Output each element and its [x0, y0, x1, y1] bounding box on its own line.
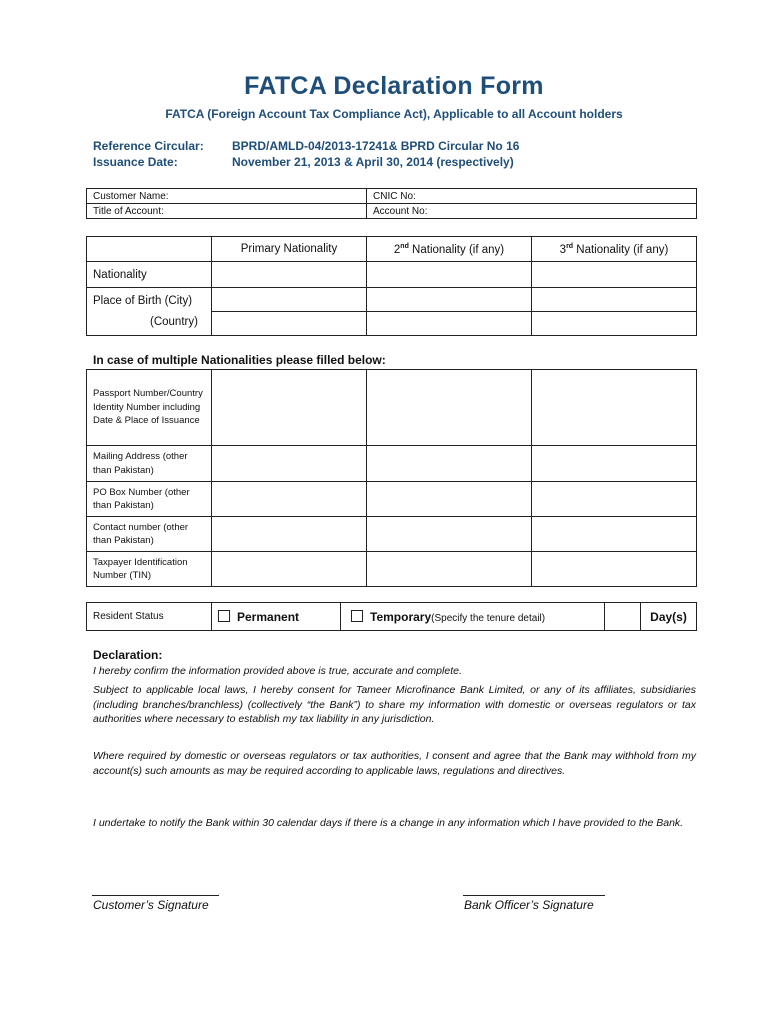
passport-third-cell[interactable]	[532, 370, 697, 446]
issuance-date-line	[93, 155, 514, 169]
mailing-third-cell[interactable]	[532, 446, 697, 482]
birth-city-label: Place of Birth (City)	[93, 294, 193, 307]
po-box-primary-cell[interactable]	[212, 482, 367, 517]
po-box-second-cell[interactable]	[367, 482, 532, 517]
days-label: Day(s)	[641, 603, 697, 631]
declaration-paragraph-3: Where required by domestic or overseas regulators or tax authorities, I consent and agree that the Bank may withhold from my account(s) such amounts as may be required according to applicable laws, regulations and directives.	[93, 750, 696, 777]
reference-circular-value: BPRD/AMLD-04/2013-17241& BPRD Circular No 16	[232, 139, 520, 153]
reference-circular-line	[93, 139, 519, 153]
tin-third-cell[interactable]	[532, 552, 697, 587]
account-title-field[interactable]	[87, 204, 367, 219]
temporary-note: (Specify the tenure detail)	[431, 612, 546, 624]
resident-status-table	[86, 602, 697, 631]
third-birth-country-cell[interactable]	[532, 312, 697, 336]
passport-primary-cell[interactable]	[212, 370, 367, 446]
declaration-heading: Declaration:	[93, 648, 163, 662]
cnic-field[interactable]	[367, 189, 697, 204]
multiple-nationalities-heading: In case of multiple Nationalities please filled below:	[93, 353, 386, 367]
contact-primary-cell[interactable]	[212, 517, 367, 552]
customer-signature-label: Customer’s Signature	[93, 898, 209, 912]
mailing-second-cell[interactable]	[367, 446, 532, 482]
second-birth-country-cell[interactable]	[367, 312, 532, 336]
primary-nationality-cell[interactable]	[212, 262, 367, 288]
permanent-checkbox[interactable]	[218, 610, 230, 622]
permanent-option[interactable]	[212, 603, 341, 631]
second-nationality-cell[interactable]	[367, 262, 532, 288]
cnic-label: CNIC No:	[373, 190, 416, 202]
birth-country-label: (Country)	[150, 315, 198, 328]
customer-name-label: Customer Name:	[93, 190, 169, 202]
col-third-nationality: 3rd Nationality (if any)	[532, 237, 697, 262]
nationality-table	[86, 236, 697, 336]
bank-officer-signature-label: Bank Officer’s Signature	[464, 898, 594, 912]
issuance-date-value: November 21, 2013 & April 30, 2014 (respectively)	[232, 155, 514, 169]
resident-status-label: Resident Status	[87, 603, 212, 631]
multiple-nationalities-table	[86, 369, 697, 587]
col-second-nationality: 2nd Nationality (if any)	[367, 237, 532, 262]
row-place-of-birth-label	[87, 288, 212, 336]
days-input-cell[interactable]	[605, 603, 641, 631]
contact-third-cell[interactable]	[532, 517, 697, 552]
primary-birth-country-cell[interactable]	[212, 312, 367, 336]
tin-second-cell[interactable]	[367, 552, 532, 587]
temporary-option[interactable]	[341, 603, 605, 631]
issuance-date-label: Issuance Date:	[93, 155, 178, 169]
second-birth-city-cell[interactable]	[367, 288, 532, 312]
form-subtitle: FATCA (Foreign Account Tax Compliance Act), Applicable to all Account holders	[165, 107, 623, 121]
row-mailing-address-label: Mailing Address (other than Pakistan)	[87, 446, 212, 482]
col-primary-nationality: Primary Nationality	[212, 237, 367, 262]
row-po-box-label: PO Box Number (other than Pakistan)	[87, 482, 212, 517]
account-number-label: Account No:	[373, 205, 428, 217]
primary-birth-city-cell[interactable]	[212, 288, 367, 312]
tin-primary-cell[interactable]	[212, 552, 367, 587]
mailing-primary-cell[interactable]	[212, 446, 367, 482]
po-box-third-cell[interactable]	[532, 482, 697, 517]
row-nationality-label: Nationality	[87, 262, 212, 288]
customer-signature-line[interactable]	[92, 895, 219, 896]
nationality-table-corner	[87, 237, 212, 262]
customer-name-field[interactable]	[87, 189, 367, 204]
row-tin-label: Taxpayer Identification Number (TIN)	[87, 552, 212, 587]
third-birth-city-cell[interactable]	[532, 288, 697, 312]
contact-second-cell[interactable]	[367, 517, 532, 552]
temporary-label: Temporary	[370, 609, 432, 624]
row-passport-label: Passport Number/Country Identity Number including Date & Place of Issuance	[87, 370, 212, 446]
third-nationality-cell[interactable]	[532, 262, 697, 288]
row-contact-number-label: Contact number (other than Pakistan)	[87, 517, 212, 552]
bank-officer-signature-line[interactable]	[463, 895, 605, 896]
declaration-paragraph-4: I undertake to notify the Bank within 30 calendar days if there is a change in any information which I have provided to the Bank.	[93, 817, 684, 829]
account-number-field[interactable]	[367, 204, 697, 219]
account-title-label: Title of Account:	[93, 205, 164, 217]
reference-circular-label: Reference Circular:	[93, 139, 204, 153]
permanent-label: Permanent	[237, 609, 300, 624]
declaration-paragraph-2: Subject to applicable local laws, I hereby consent for Tameer Microfinance Bank Limited, or any of its affiliates, subsidiaries (including branches/branchless) (collectively “the Bank”) to share my information with domestic or overseas regulators or tax authorities where necessary to establish my tax liability in any jurisdiction.	[93, 684, 696, 726]
form-title: FATCA Declaration Form	[244, 72, 544, 100]
passport-second-cell[interactable]	[367, 370, 532, 446]
customer-info-table	[86, 188, 697, 219]
temporary-checkbox[interactable]	[351, 610, 363, 622]
declaration-paragraph-1: I hereby confirm the information provided above is true, accurate and complete.	[93, 665, 462, 677]
